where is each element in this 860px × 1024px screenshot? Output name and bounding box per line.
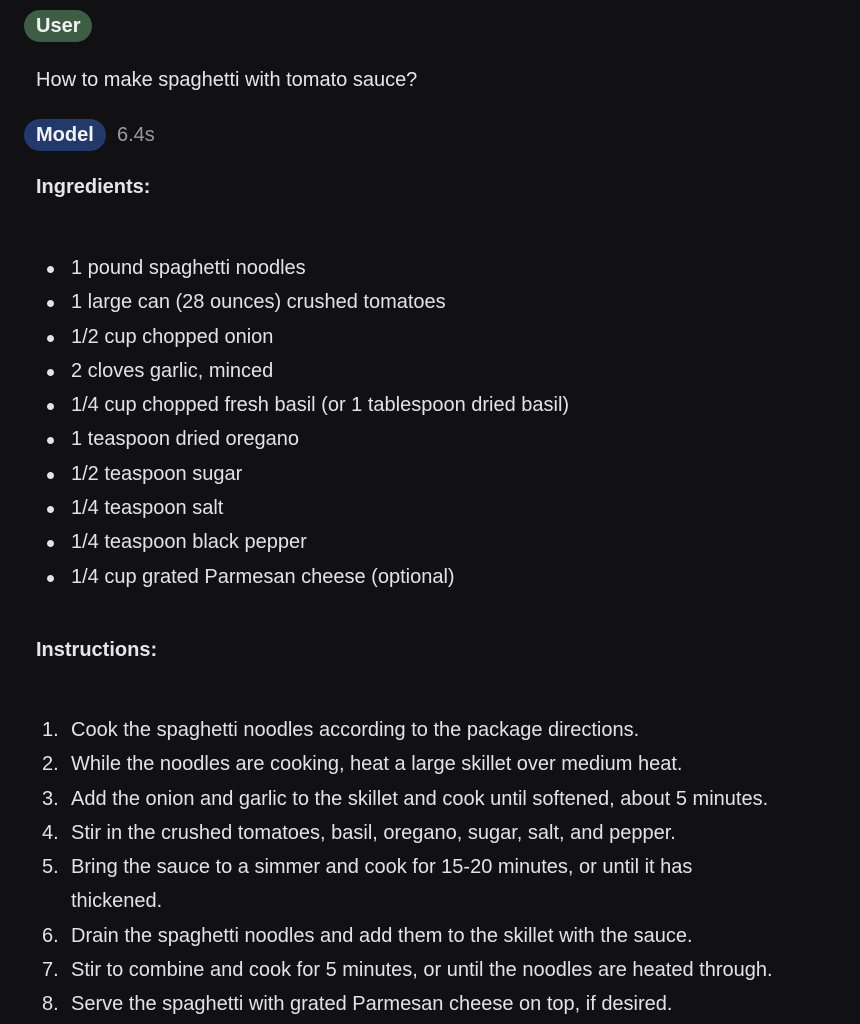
instruction-step <box>36 953 836 987</box>
instruction-step <box>36 713 836 747</box>
step-number: 4. <box>42 821 59 844</box>
step-number: 8. <box>42 993 59 1016</box>
ingredient-item: 1 teaspoon dried oregano <box>36 422 569 456</box>
instruction-step <box>36 782 836 816</box>
ingredients-list <box>36 251 569 594</box>
instructions-list <box>36 713 836 1022</box>
ingredient-item: 1 pound spaghetti noodles <box>36 251 569 285</box>
instruction-step <box>36 816 836 850</box>
ingredients-heading: Ingredients: <box>36 176 151 198</box>
step-text: Add the onion and garlic to the skillet and cook until softened, about 5 minutes. <box>71 787 769 810</box>
step-text: While the noodles are cooking, heat a large skillet over medium heat. <box>71 753 683 776</box>
step-number: 6. <box>42 924 59 947</box>
model-role-badge: Model <box>24 119 106 151</box>
step-text: Stir in the crushed tomatoes, basil, oregano, sugar, salt, and pepper. <box>71 821 676 844</box>
step-number: 1. <box>42 719 59 741</box>
step-number: 5. <box>42 856 59 879</box>
user-message: How to make spaghetti with tomato sauce? <box>36 69 418 91</box>
ingredient-item: 1/4 teaspoon black pepper <box>36 525 569 559</box>
instruction-step <box>36 987 836 1021</box>
step-number: 3. <box>42 787 59 810</box>
ingredient-item: 2 cloves garlic, minced <box>36 354 569 388</box>
ingredient-item: 1 large can (28 ounces) crushed tomatoes <box>36 285 569 319</box>
step-text: Serve the spaghetti with grated Parmesan cheese on top, if desired. <box>71 993 673 1016</box>
response-time: 6.4s <box>117 124 155 146</box>
instruction-step <box>36 850 836 919</box>
ingredient-item: 1/4 cup chopped fresh basil (or 1 tablespoon dried basil) <box>36 388 569 422</box>
step-text: Drain the spaghetti noodles and add them to the skillet with the sauce. <box>71 924 693 947</box>
ingredient-item: 1/4 teaspoon salt <box>36 491 569 525</box>
ingredient-item: 1/2 cup chopped onion <box>36 320 569 354</box>
ingredient-item: 1/2 teaspoon sugar <box>36 457 569 491</box>
user-role-badge: User <box>24 10 92 42</box>
ingredient-item: 1/4 cup grated Parmesan cheese (optional) <box>36 560 569 594</box>
step-number: 7. <box>42 959 59 982</box>
step-text: Stir to combine and cook for 5 minutes, or until the noodles are heated through. <box>71 959 773 982</box>
step-text: Bring the sauce to a simmer and cook for 15-20 minutes, or until it has thickened. <box>71 856 693 913</box>
step-text: Cook the spaghetti noodles according to the package directions. <box>71 719 640 741</box>
instructions-heading: Instructions: <box>36 639 158 661</box>
instruction-step <box>36 747 836 781</box>
step-number: 2. <box>42 753 59 776</box>
instruction-step <box>36 919 836 953</box>
